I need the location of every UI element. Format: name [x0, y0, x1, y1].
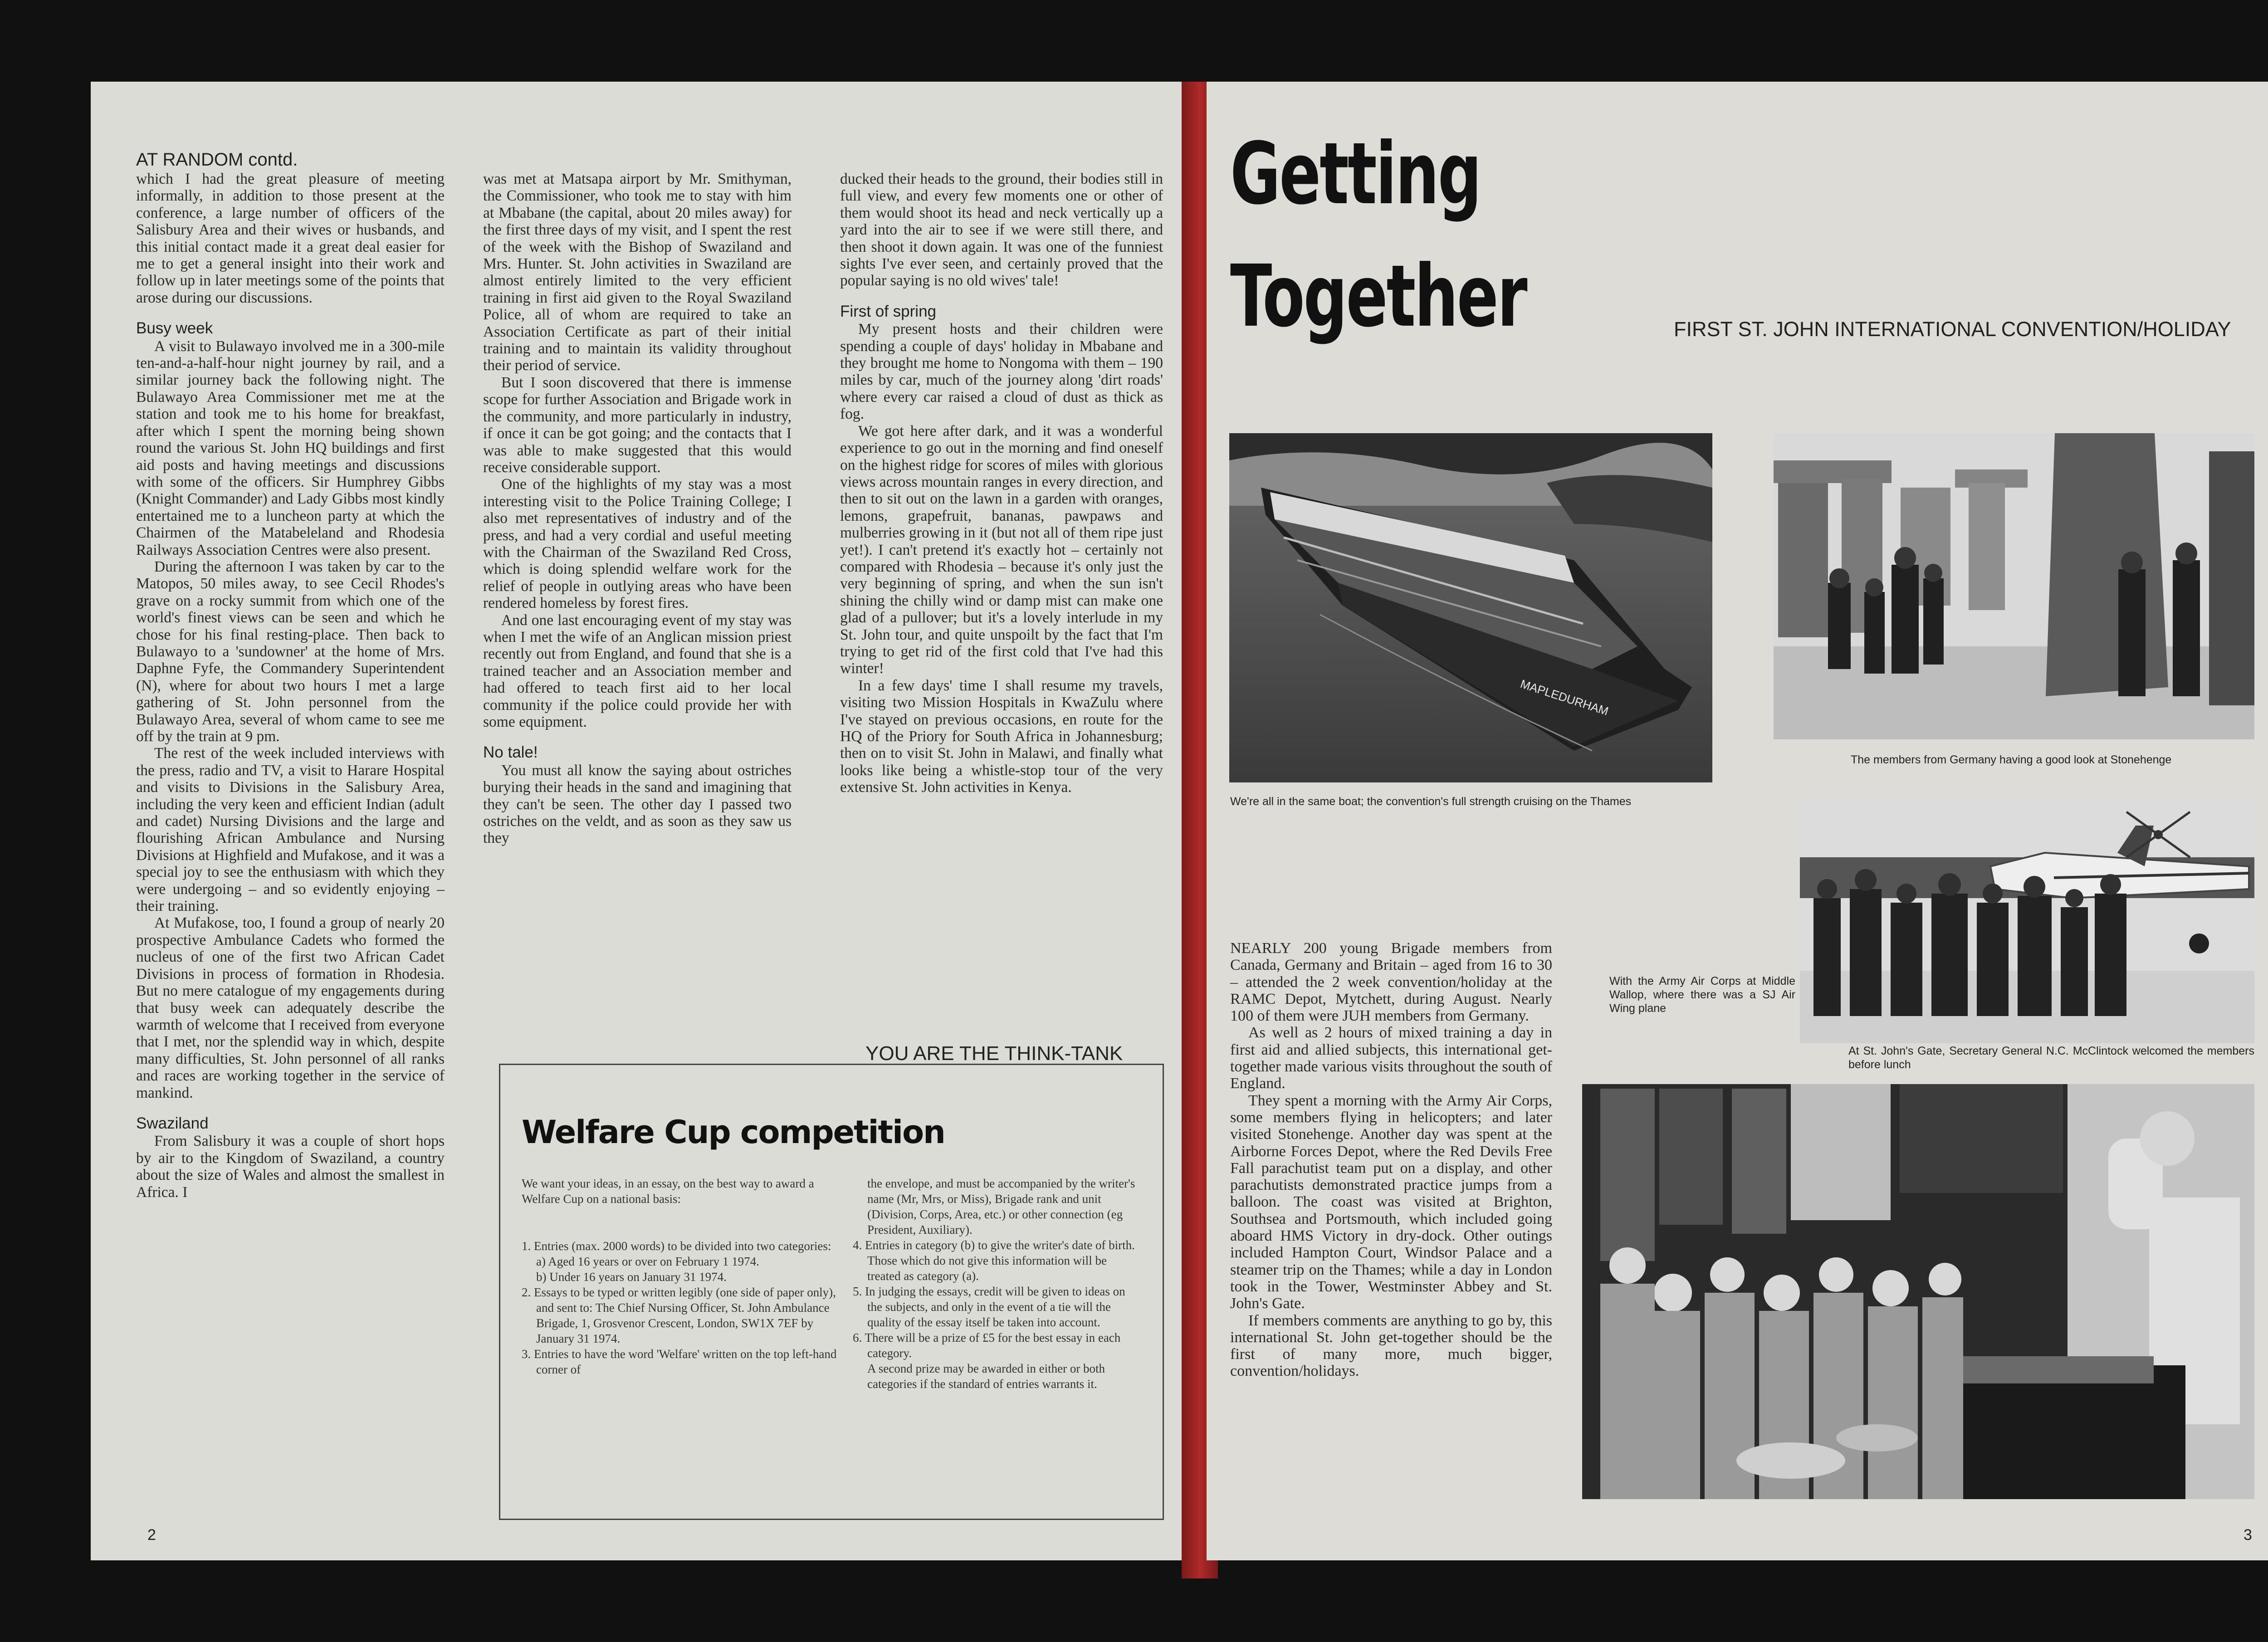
- rule-item-3-cont: the envelope, and must be accompanied by the writer's name (Mr, Mrs, or Miss), Brigade rank and unit (Division, Corps, Area, etc.) or other connection (eg President, Auxiliary).: [867, 1177, 1135, 1236]
- rule-item-5: 5. In judging the essays, credit will be given to ideas on the subjects, and only in the event of a tie will the quality of the essay itself be taken into account.: [853, 1285, 1125, 1329]
- subheading-first-of-spring: First of spring: [840, 302, 936, 320]
- paragraph: We got here after dark, and it was a wonderful experience to go out in the morning and find oneself on the highest ridge for scores of miles with glorious views across mountain ranges in every direction, and then to sit out on the lawn in a garden with oranges, lemons, grapefruit, bananas, pawpaws and mulberries growing in it (but not all of them ripe just yet!). I can't pretend it's exactly hot – certainly not compared with Rhodesia – because it's only just the very beginning of spring, and when the sun isn't shining the chilly wind or damp mist can make one glad of a pullover; but it's a lovely interlude in my St. John tour, and quite unspoilt by the fact that I'm trying to get rid of the first cold that I've had this winter!: [840, 422, 1163, 677]
- caption-boat: We're all in the same boat; the convention's full strength cruising on the Thames: [1230, 795, 1632, 808]
- welfare-intro: We want your ideas, in an essay, on the best way to award a Welfare Cup on a national basis:: [522, 1177, 814, 1206]
- paragraph: was met at Matsapa airport by Mr. Smithyman, the Commissioner, who took me to stay with him at Mbabane (the capital, about 20 miles away) for the first three days of my visit, and I spent the rest of the week with the Bishop of Swaziland and Mrs. Hunter. St. John activities in Swaziland are almost entirely limited to the very efficient training in first aid given to the Royal Swaziland Police, all of whom are required to take an Association Certificate as part of their initial training and to maintain its validity throughout their period of service.: [483, 171, 792, 374]
- army-air-corps-photo: [1800, 798, 2254, 1043]
- subheading-busy-week: Busy week: [136, 319, 213, 337]
- paragraph: You must all know the saying about ostriches burying their heads in the sand and imagining that they can't be seen. The other day I passed two ostriches on the veldt, and as soon as they saw us they: [483, 762, 792, 847]
- paragraph: From Salisbury it was a couple of short hops by air to the Kingdom of Swaziland, a country about the size of Wales and almost the smallest in Africa. I: [136, 1133, 445, 1201]
- rule-item-1a: a) Aged 16 years or over on February 1 1974.: [536, 1255, 759, 1268]
- boat-photo: [1229, 433, 1712, 782]
- think-tank-kicker: YOU ARE THE THINK-TANK: [865, 1042, 1123, 1065]
- getting-together-article: [1230, 940, 1552, 1380]
- st-johns-gate-photo: [1582, 1084, 2254, 1499]
- rule-item-1b: b) Under 16 years on January 31 1974.: [536, 1270, 727, 1284]
- paragraph: My present hosts and their children were spending a couple of days' holiday in Mbabane and they brought me home to Nongoma with them – 190 miles by car, much of the journey along 'dirt roads' where every car raised a cloud of dust as thick as fog.: [840, 321, 1163, 423]
- subheading-no-tale: No tale!: [483, 743, 538, 762]
- paragraph: If members comments are anything to go by, this international St. John get-together should be the first of many more, much bigger, convention/holidays.: [1230, 1312, 1552, 1380]
- headline-line-1: Getting: [1230, 124, 1481, 224]
- paragraph: They spent a morning with the Army Air Corps, some members flying in helicopters; and later visited Stonehenge. Another day was spent at the Airborne Forces Depot, where the Red Devils Free Fall parachutist team put on a display, and other parachutists demonstrated practice jumps from a balloon. The coast was visited at Brighton, Southsea and Portsmouth, which included going aboard HMS Victory in dry-dock. Other outings included Hampton Court, Windsor Palace and a steamer trip on the Thames; while a day in London took in the Tower, Westminster Abbey and St. John's Gate.: [1230, 1092, 1552, 1312]
- headline-subtitle: FIRST ST. JOHN INTERNATIONAL CONVENTION/HOLIDAY: [1674, 318, 2231, 341]
- page-number-left: 2: [147, 1526, 156, 1544]
- caption-stonehenge: The members from Germany having a good look at Stonehenge: [1851, 753, 2172, 766]
- article-column-3: [840, 171, 1163, 796]
- stonehenge-photo: [1774, 433, 2254, 739]
- rule-item-6b: A second prize may be awarded in either or both categories if the standard of entries warrants it.: [867, 1362, 1105, 1391]
- stonehenge-illustration: [1774, 433, 2254, 739]
- paragraph: which I had the great pleasure of meeting informally, in addition to those present at the conference, a large number of officers of the Salisbury Area and their wives or husbands, and this initial contact made it a great deal easier for me to get a general insight into their work and follow up in later meetings some of the points that arose during our discussions.: [136, 171, 445, 306]
- rule-item-6: 6. There will be a prize of £5 for the best essay in each category.: [853, 1331, 1121, 1360]
- paragraph: NEARLY 200 young Brigade members from Canada, Germany and Britain – aged from 16 to 30 – attended the 2 week convention/holiday at the RAMC Depot, Mytchett, during August. Nearly 100 of them were JUH members from Germany.: [1230, 940, 1552, 1025]
- rule-item-2: 2. Essays to be typed or written legibly (one side of paper only), and sent to: The Chief Nursing Officer, St. John Ambulance Brigade, 1, Grosvenor Crescent, London, SW1X 7EF by January 31 1974.: [522, 1285, 836, 1345]
- welfare-rules-column-1: [522, 1176, 839, 1377]
- article-column-2: [483, 171, 792, 847]
- paragraph: But I soon discovered that there is immense scope for further Association and Brigade work in the community, and more particularly in industry, if once it can be got going; and the contacts that I was able to make suggested that this would receive considerable support.: [483, 374, 792, 476]
- section-title: AT RANDOM contd.: [136, 150, 298, 170]
- boat-illustration: [1229, 433, 1712, 782]
- paragraph: A visit to Bulawayo involved me in a 300-mile ten-and-a-half-hour night journey by rail, and a similar journey back the following night. The Bulawayo Area Commissioner met me at the station and took me to his home for breakfast, after which I spent the morning being shown round the various St. John HQ buildings and first aid posts and having meetings and discussions with some of the officers. Sir Humphrey Gibbs (Knight Commander) and Lady Gibbs most kindly entertained me to a luncheon party at which the Chairmen of the Matabeleland and Rhodesia Railways Association Centres were also present.: [136, 337, 445, 558]
- paragraph: One of the highlights of my stay was a most interesting visit to the Police Training College; I also met representatives of industry and of the press, and had a very cordial and useful meeting with the Chairman of the Swaziland Red Cross, which is doing splendid welfare work for the relief of people in outlying areas who have been rendered homeless by forest fires.: [483, 476, 792, 612]
- article-column-1: [136, 171, 445, 1201]
- paragraph: ducked their heads to the ground, their bodies still in full view, and every few moments one or other of them would shoot its head and neck vertically up a yard into the air to see if we were still there, and then shoot it down again. It was one of the funniest sights I've ever seen, and certainly proved that the popular saying is no old wives' tale!: [840, 171, 1163, 289]
- paragraph: And one last encouraging event of my stay was when I met the wife of an Anglican mission priest recently out from England, and found that she is a trained teacher and an Association member and had offered to teach first aid to her local community if the police could provide her with some equipment.: [483, 611, 792, 730]
- boat-name-label: MAPLEDURHAM: [1519, 677, 1610, 718]
- reception-illustration: [1582, 1084, 2254, 1499]
- headline-line-2: Together: [1230, 247, 1526, 346]
- aircraft-illustration: [1800, 798, 2254, 1043]
- page-number-right: 3: [2244, 1526, 2252, 1544]
- rule-item-3: 3. Entries to have the word 'Welfare' written on the top left-hand corner of: [522, 1347, 837, 1376]
- rule-item-4: 4. Entries in category (b) to give the writer's date of birth. Those which do not give this information will be treated as category (a).: [853, 1238, 1135, 1283]
- welfare-rules-column-2: [853, 1176, 1143, 1392]
- caption-st-johns-gate: At St. John's Gate, Secretary General N.C. McClintock welcomed the members before lunch: [1848, 1045, 2254, 1071]
- paragraph: In a few days' time I shall resume my travels, visiting two Mission Hospitals in KwaZulu where I've stayed on previous occasions, en route for the HQ of the Priory for South Africa in Johannesburg; then on to visit St. John in Malawi, and finally what looks like being a whistle-stop tour of the very extensive St. John activities in Kenya.: [840, 677, 1163, 796]
- rule-item-1: 1. Entries (max. 2000 words) to be divided into two categories:: [522, 1239, 831, 1253]
- subheading-swaziland: Swaziland: [136, 1114, 209, 1132]
- paragraph: The rest of the week included interviews with the press, radio and TV, a visit to Harare Hospital and visits to Divisions in the Salisbury Area, including the very keen and efficient Indian (adult and cadet) Nursing Divisions and the large and flourishing African Ambulance and Nursing Divisions at Highfield and Mufakose, and it was a special joy to see the enthusiasm with which they were undergoing – and so evidently enjoying – their training.: [136, 745, 445, 915]
- paragraph: During the afternoon I was taken by car to the Matopos, 50 miles away, to see Cecil Rhodes's grave on a rocky summit from which one of the world's finest views can be seen and which he chose for his final resting-place. Then back to Bulawayo to a 'sundowner' at the home of Mrs. Daphne Fyfe, the Commandery Superintendent (N), where for about two hours I met a large gathering of St. John personnel from the Bulawayo Area, several of whom came to see me off by the train at 9 pm.: [136, 558, 445, 745]
- paragraph: At Mufakose, too, I found a group of nearly 20 prospective Ambulance Cadets who formed the nucleus of one of the first two African Cadet Divisions in process of formation in Rhodesia. But no mere catalogue of my engagements during that busy week can adequately describe the warmth of welcome that I received from everyone that I met, nor the splendid way in which, despite many difficulties, St. John personnel of all ranks and races are working together in the service of mankind.: [136, 914, 445, 1101]
- caption-army-air-corps: With the Army Air Corps at Middle Wallop, where there was a SJ Air Wing plane: [1609, 975, 1795, 1015]
- paragraph: As well as 2 hours of mixed training a day in first aid and allied subjects, this international get-together made various visits throughout the south of England.: [1230, 1024, 1552, 1092]
- welfare-cup-title: Welfare Cup competition: [522, 1114, 945, 1151]
